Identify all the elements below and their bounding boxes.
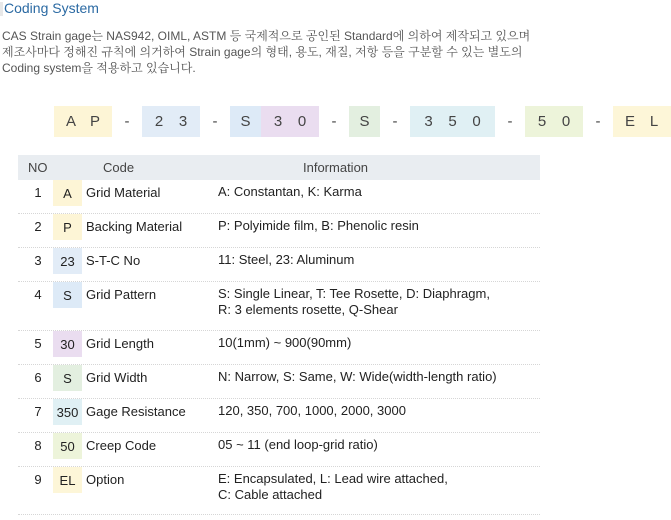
code-name: Creep Code (86, 438, 157, 453)
code-char: 3 (178, 113, 188, 130)
code-badge: S (53, 282, 82, 308)
code-name: Option (86, 472, 125, 487)
description-line-2: 제조사마다 정해진 규칙에 의거하여 Strain gage의 형태, 용도, 재질, 저항 등을 구분할 수 있는 별도의 (2, 45, 523, 59)
code-information (218, 286, 490, 318)
code-name: Backing Material (86, 219, 183, 234)
code-badge: P (53, 214, 82, 240)
code-name: Gage Resistance (86, 404, 186, 419)
code-name: Grid Length (86, 336, 154, 351)
row-number: 5 (34, 336, 42, 351)
code-separator: - (507, 113, 513, 130)
information-line: E: Encapsulated, L: Lead wire attached, (218, 471, 448, 486)
code-char: S (359, 113, 370, 130)
code-name: Grid Pattern (86, 287, 157, 302)
description-line-1: CAS Strain gage는 NAS942, OIML, ASTM 등 국제적으로 공인된 Standard에 의하여 제작되고 있으며 (2, 29, 531, 43)
code-char: 0 (297, 113, 307, 130)
code-separator: - (124, 113, 130, 130)
page-title: Coding System (4, 0, 99, 16)
row-number: 4 (34, 287, 42, 302)
code-name: Grid Material (86, 185, 161, 200)
code-name: S-T-C No (86, 253, 141, 268)
information-line: N: Narrow, S: Same, W: Wide(width-length ratio) (218, 369, 497, 384)
code-separator: - (392, 113, 398, 130)
code-char: 5 (537, 113, 547, 130)
code-separator: - (595, 113, 601, 130)
information-line: P: Polyimide film, B: Phenolic resin (218, 218, 419, 233)
title-bar (0, 0, 546, 24)
information-line: A: Constantan, K: Karma (218, 184, 362, 199)
code-segment (349, 106, 380, 137)
table-row (18, 467, 540, 515)
table-row (18, 399, 540, 433)
code-char: 5 (448, 113, 457, 130)
code-name: Grid Width (86, 370, 148, 385)
description-line-3: Coding system을 적용하고 있습니다. (2, 61, 196, 75)
table-row (18, 331, 540, 365)
table-row (18, 282, 540, 331)
information-line: R: 3 elements rosette, Q-Shear (218, 302, 398, 317)
code-char: S (240, 113, 251, 130)
row-number: 6 (34, 370, 42, 385)
code-badge: A (53, 180, 82, 206)
code-information (218, 403, 406, 419)
title-marker (0, 2, 3, 16)
code-char: 0 (472, 113, 481, 130)
code-example (54, 105, 671, 138)
information-line: S: Single Linear, T: Tee Rosette, D: Diaphragm, (218, 286, 490, 301)
header-information: Information (303, 160, 369, 175)
code-segment (525, 106, 583, 137)
table-row (18, 365, 540, 399)
row-number: 2 (34, 219, 42, 234)
code-segment (613, 106, 671, 137)
code-badge: 30 (53, 331, 82, 357)
code-char: E (624, 113, 635, 130)
information-line: 10(1mm) ~ 900(90mm) (218, 335, 352, 350)
code-segment (142, 106, 200, 137)
code-char: P (89, 113, 100, 130)
code-information (218, 369, 497, 385)
code-information (218, 218, 419, 234)
code-char: A (65, 113, 76, 130)
code-information (218, 184, 362, 200)
description (2, 28, 542, 76)
row-number: 9 (34, 472, 42, 487)
code-segment (410, 106, 495, 137)
header-code: Code (103, 160, 135, 175)
row-number: 1 (34, 185, 42, 200)
code-information (218, 471, 448, 503)
code-segment (261, 106, 319, 137)
code-separator: - (331, 113, 337, 130)
table-row (18, 180, 540, 214)
code-segment (54, 106, 112, 137)
table-row (18, 433, 540, 467)
code-char: 2 (154, 113, 164, 130)
code-char: 0 (561, 113, 571, 130)
information-line: 05 ~ 11 (end loop-grid ratio) (218, 437, 378, 452)
code-badge: 23 (53, 248, 82, 274)
coding-table (18, 155, 540, 502)
code-char: L (649, 113, 659, 130)
code-segment (230, 106, 261, 137)
code-badge: S (53, 365, 82, 391)
table-header (18, 155, 540, 180)
information-line: C: Cable attached (218, 487, 323, 502)
code-char: 3 (424, 113, 433, 130)
code-information (218, 437, 378, 453)
code-information (218, 335, 351, 351)
code-badge: 50 (53, 433, 82, 459)
row-number: 3 (34, 253, 42, 268)
table-row (18, 248, 540, 282)
information-line: 120, 350, 700, 1000, 2000, 3000 (218, 403, 406, 418)
header-no: NO (28, 160, 48, 175)
code-char: 3 (273, 113, 283, 130)
code-badge: 350 (53, 399, 82, 425)
code-badge: EL (53, 467, 82, 493)
row-number: 8 (34, 438, 42, 453)
code-separator: - (212, 113, 218, 130)
code-information (218, 252, 354, 268)
row-number: 7 (34, 404, 42, 419)
table-row (18, 214, 540, 248)
information-line: 11: Steel, 23: Aluminum (218, 252, 355, 267)
